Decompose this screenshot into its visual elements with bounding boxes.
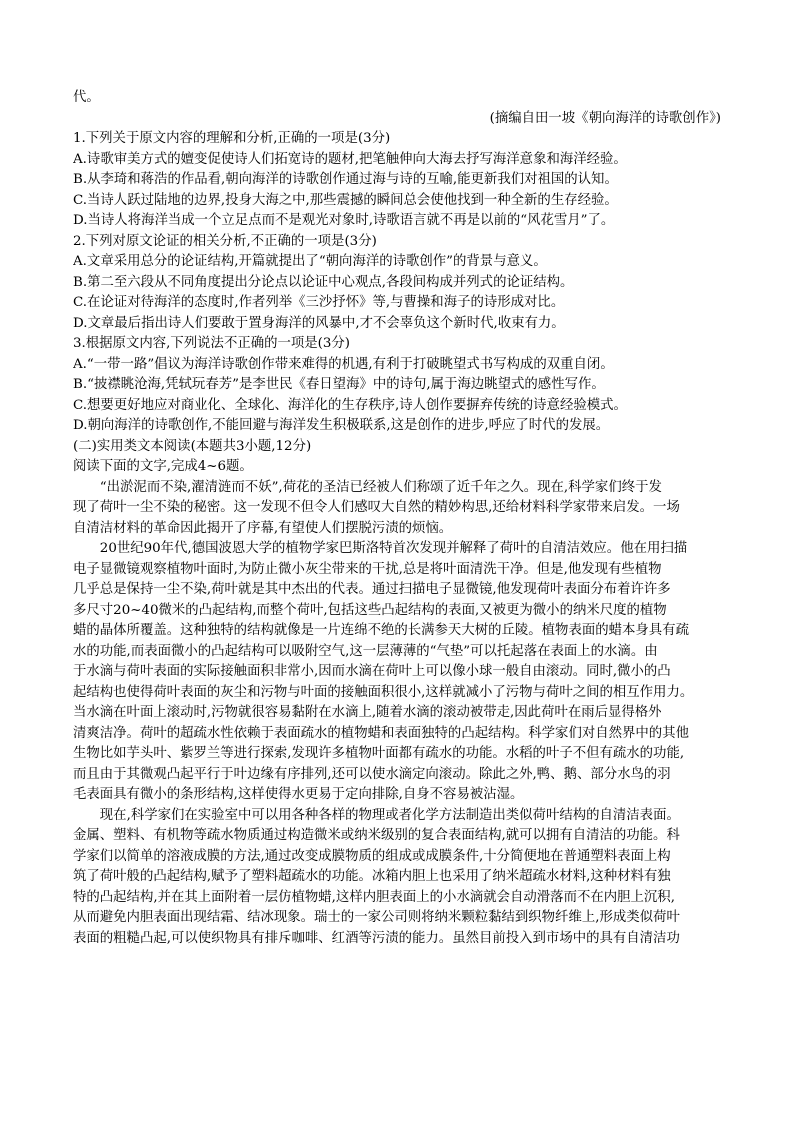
paragraph-2-line: 生物比如芋头叶、紫罗兰等进行探索,发现许多植物叶面都有疏水的功能。水稻的叶子不但有疏水的功能, [73,746,685,761]
paragraph-2-line: 多尺寸20~40微米的凸起结构,而整个荷叶,包括这些凸起结构的表面,又被更为微小的纳米尺度的植物 [73,602,667,618]
paragraph-2-line: 而且由于其微观凸起平行于叶边缘有序排列,还可以使水滴定向滚动。除此之外,鸭、鹅、部分水鸟的羽 [73,766,671,782]
paragraph-2-line: 于水滴与荷叶表面的实际接触面积非常小,因而水滴在荷叶上可以像小球一般自由滚动。同时,微小的凸 [73,664,671,679]
question-2-option-b: B.第二至六段从不同角度提出分论点以论证中心观点,各段间构成并列式的论证结构。 [73,274,574,290]
paragraph-1-line: “出淤泥而不染,濯清涟而不妖”,荷花的圣洁已经被人们称颂了近千年之久。现在,科学家们终于发 [99,479,662,495]
question-3-stem: 3.根据原文内容,下列说法不正确的一项是(3分) [73,336,351,351]
paragraph-2-line: 20世纪90年代,德国波恩大学的植物学家巴斯洛特首次发现并解释了荷叶的自清洁效应。他在用扫描 [99,541,688,556]
question-3-option-c: C.想要更好地应对商业化、全球化、海洋化的生存秩序,诗人创作要摒弃传统的诗意经验模式。 [73,397,627,413]
paragraph-3-line: 从而避免内胆表面出现结霜、结冰现象。瑞士的一家公司则将纳米颗粒黏结到织物纤维上,形成类似荷叶 [73,910,680,925]
paragraph-2-line: 毛表面具有微小的条形结构,这样使得水更易于定向排除,自身不容易被沾湿。 [73,787,524,802]
paragraph-1-line: 自清洁材料的革命因此揭开了序幕,有望使人们摆脱污渍的烦恼。 [73,520,453,536]
paragraph-2-line: 当水滴在叶面上滚动时,污物就很容易黏附在水滴上,随着水滴的滚动被带走,因此荷叶在雨后显得格外 [73,705,662,720]
section-heading: (二)实用类文本阅读(本题共3小题,12分) [73,438,312,454]
question-2-option-a: A.文章采用总分的论证结构,开篇就提出了“朝向海洋的诗歌创作”的背景与意义。 [73,254,547,269]
question-2-stem: 2.下列对原文论证的相关分析,不正确的一项是(3分) [73,233,377,249]
continuation-text: 代。 [73,90,100,105]
paragraph-2-line: 几乎总是保持一尘不染,荷叶就是其中杰出的代表。通过扫描电子显微镜,他发现荷叶表面分布着许许多 [73,582,671,597]
question-1-option-b: B.从李琦和蒋浩的作品看,朝向海洋的诗歌创作通过海与诗的互喻,能更新我们对祖国的认知。 [73,172,618,187]
question-1-stem: 1.下列关于原文内容的理解和分析,正确的一项是(3分) [73,131,391,146]
question-1-option-a: A.诗歌审美方式的嬗变促使诗人们拓宽诗的题材,把笔触伸向大海去抒写海洋意象和海洋经验。 [73,151,627,167]
question-3-option-d: D.朝向海洋的诗歌创作,不能回避与海洋发生积极联系,这是创作的进步,呼应了时代的发展。 [73,418,610,433]
paragraph-3-line: 金属、塑料、有机物等疏水物质通过构造微米或纳米级别的复合表面结构,就可以拥有自清洁的功能。科 [73,828,680,843]
paragraph-3-line: 学家们以简单的溶液成膜的方法,通过改变成膜物质的组成或成膜条件,十分简便地在普通塑料表面上构 [73,848,671,864]
paragraph-2-line: 蜡的晶体所覆盖。这种独特的结构就像是一片连绵不绝的长满参天大树的丘陵。植物表面的蜡本身具有疏 [73,623,689,638]
question-2-option-d: D.文章最后指出诗人们要敢于置身海洋的风暴中,才不会辜负这个新时代,收束有力。 [73,315,565,331]
paragraph-3-line: 现在,科学家们在实验室中可以用各种各样的物理或者化学方法制造出类似荷叶结构的自清洁表面。 [99,807,680,823]
question-1-option-c: C.当诗人跃过陆地的边界,投身大海之中,那些震撼的瞬间总会使他找到一种全新的生存经验。 [73,192,618,208]
paragraph-2-line: 电子显微镜观察植物叶面时,为防止微小灰尘带来的干扰,总是将叶面清洗干净。但是,他发现有些植物 [73,561,662,577]
question-2-option-c: C.在论证对待海洋的态度时,作者列举《三沙抒怀》等,与曹操和海子的诗形成对比。 [73,295,565,310]
paragraph-2-line: 清爽洁净。荷叶的超疏水性依赖于表面疏水的植物蜡和表面独特的凸起结构。科学家们对自然界中的其他 [73,725,689,741]
paragraph-3-line: 表面的粗糙凸起,可以使织物具有排斥咖啡、红酒等污渍的能力。虽然目前投入到市场中的具有自清洁功 [73,930,680,946]
question-3-option-a: A.“一带一路”倡议为海洋诗歌创作带来难得的机遇,有利于打破眺望式书写构成的双重自闭。 [73,356,614,372]
question-3-option-b: B.“披襟眺沧海,凭轼玩春芳”是李世民《春日望海》中的诗句,属于海边眺望式的感性写作。 [73,377,605,392]
document-page [73,88,723,949]
paragraph-2-line: 起结构也使得荷叶表面的灰尘和污物与叶面的接触面积很小,这样就减小了污物与荷叶之间的相互作用力。 [73,684,694,700]
paragraph-3-line: 筑了荷叶般的凸起结构,赋予了塑料超疏水的功能。冰箱内胆上也采用了纳米超疏水材料,这种材料有独 [73,869,671,884]
paragraph-1-line: 现了荷叶一尘不染的秘密。这一发现不但令人们感叹大自然的精妙构思,还给材料科学家带来启发。一场 [73,500,680,515]
paragraph-3-line: 特的凸起结构,并在其上面附着一层仿植物蜡,这样内胆表面上的小水滴就会自动滑落而不在内胆上沉积, [73,889,675,905]
paragraph-2-line: 水的功能,而表面微小的凸起结构可以吸附空气,这一层薄薄的“气垫”可以托起落在表面上的水滴。由 [73,643,658,659]
section-instruction: 阅读下面的文字,完成4~6题。 [73,459,253,474]
question-1-option-d: D.当诗人将海洋当成一个立足点而不是观光对象时,诗歌语言就不再是以前的“风花雪月”了。 [73,213,615,228]
source-citation: (摘编自田一坡《朝向海洋的诗歌创作》) [489,110,721,126]
